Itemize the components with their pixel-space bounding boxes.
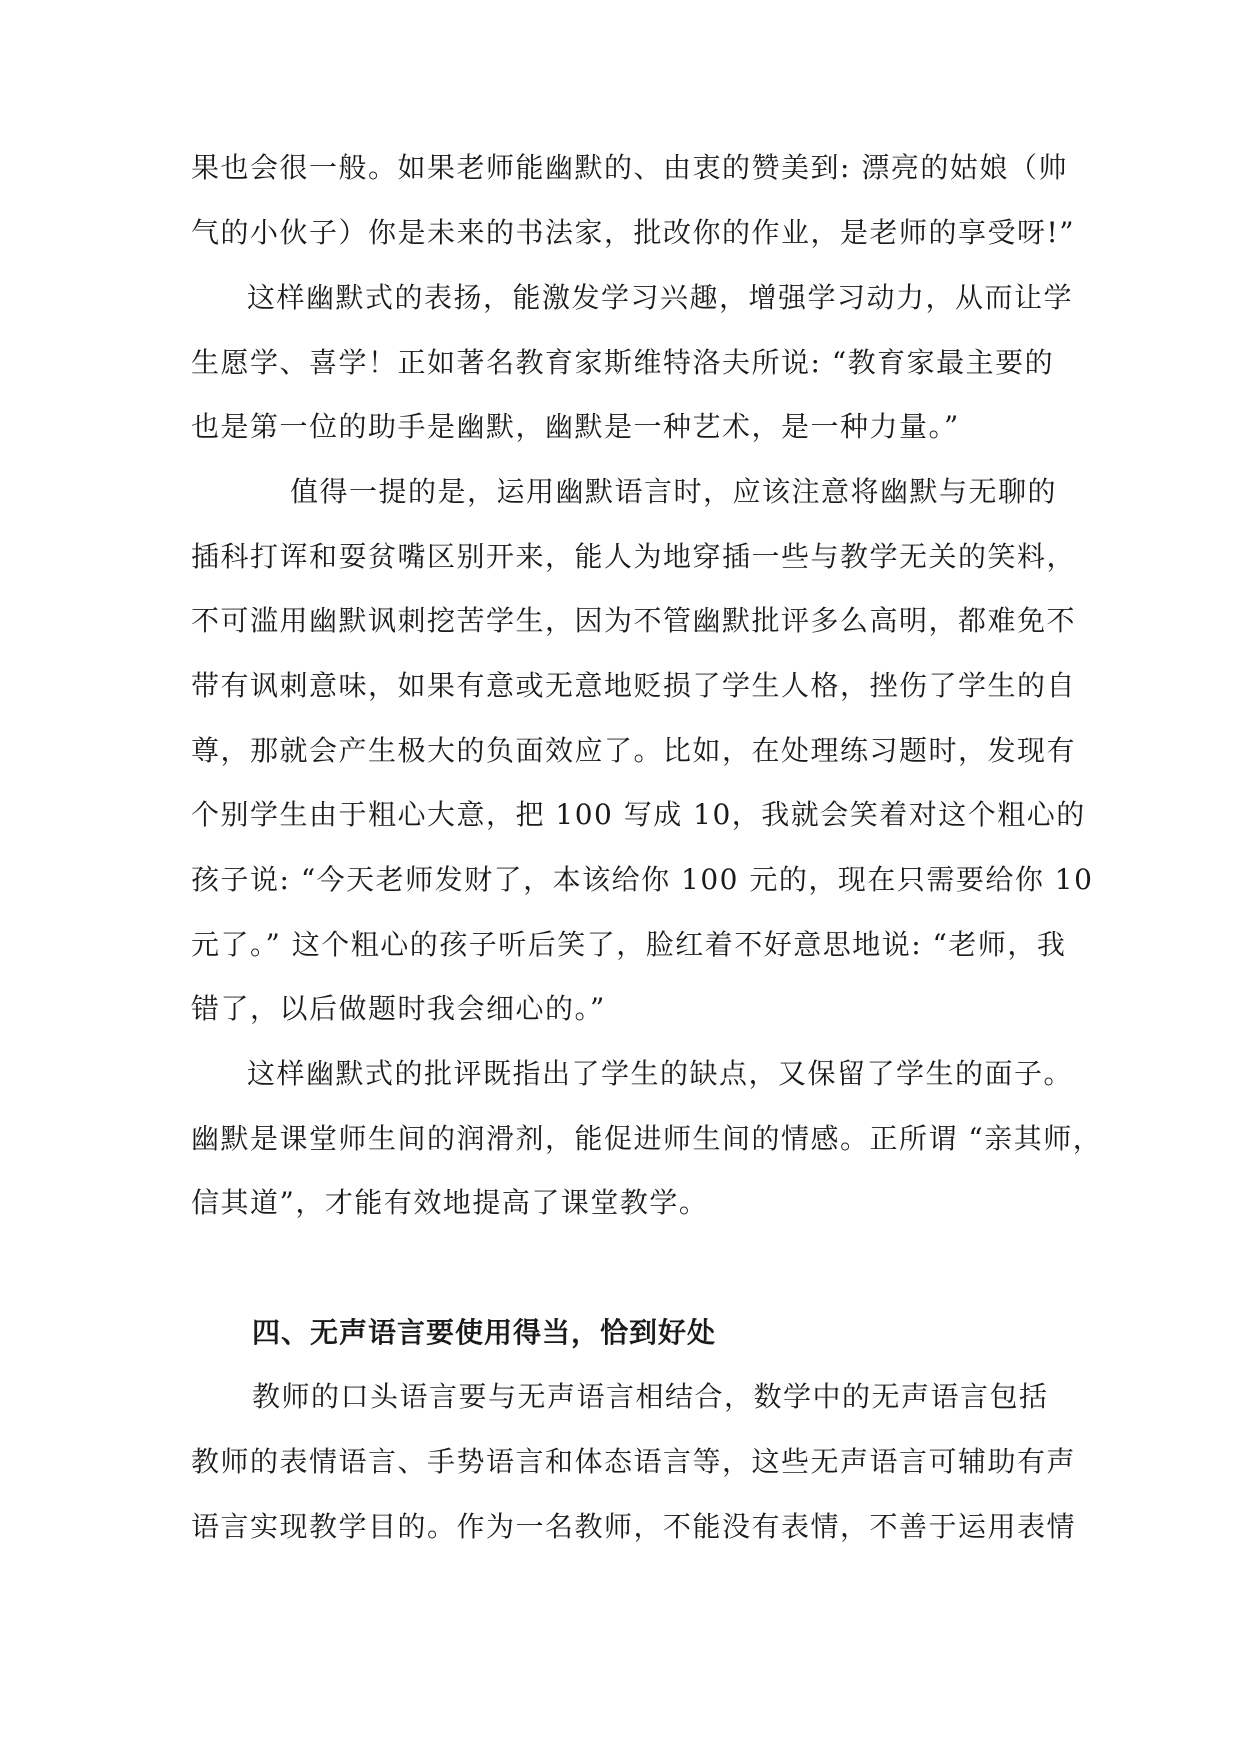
text-line: 也是第一位的助手是幽默，幽默是一种艺术，是一种力量。” (191, 410, 960, 443)
text-line: 值得一提的是，运用幽默语言时，应该注意将幽默与无聊的 (290, 475, 1058, 508)
text-line: 生愿学、喜学！正如著名教育家斯维特洛夫所说: “教育家最主要的 (191, 346, 1055, 379)
section-heading: 四、无声语言要使用得当，恰到好处 (252, 1316, 717, 1349)
text-line: 错了，以后做题时我会细心的。” (191, 992, 606, 1025)
text-line: 元了。” 这个粗心的孩子听后笑了，脸红着不好意思地说: “老师，我 (191, 928, 1067, 961)
text-line: 果也会很一般。如果老师能幽默的、由衷的赞美到: 漂亮的姑娘（帅 (191, 151, 1068, 184)
text-line: 个别学生由于粗心大意，把 100 写成 10，我就会笑着对这个粗心的 (191, 798, 1086, 831)
text-line: 教师的表情语言、手势语言和体态语言等，这些无声语言可辅助有声 (191, 1445, 1077, 1478)
text-line: 信其道”，才能有效地提高了课堂教学。 (191, 1186, 709, 1219)
text-line: 语言实现教学目的。作为一名教师，不能没有表情，不善于运用表情 (191, 1510, 1077, 1543)
text-line: 这样幽默式的表扬，能激发学习兴趣，增强学习动力，从而让学 (247, 281, 1074, 314)
text-line: 尊，那就会产生极大的负面效应了。比如，在处理练习题时，发现有 (191, 734, 1077, 767)
text-line: 带有讽刺意味，如果有意或无意地贬损了学生人格，挫伤了学生的自 (191, 669, 1077, 702)
text-line: 插科打诨和耍贫嘴区别开来，能人为地穿插一些与教学无关的笑料， (191, 540, 1077, 573)
text-line: 不可滥用幽默讽刺挖苦学生，因为不管幽默批评多么高明，都难免不 (191, 604, 1077, 637)
text-line: 幽默是课堂师生间的润滑剂，能促进师生间的情感。正所谓 “亲其师， (191, 1122, 1103, 1155)
text-line: 这样幽默式的批评既指出了学生的缺点，又保留了学生的面子。 (247, 1057, 1074, 1090)
text-line: 气的小伙子）你是未来的书法家，批改你的作业，是老师的享受呀!” (191, 216, 1076, 249)
text-line: 孩子说: “今天老师发财了，本该给你 100 元的，现在只需要给你 10 (191, 863, 1094, 896)
text-line: 教师的口头语言要与无声语言相结合，数学中的无声语言包括 (252, 1380, 1049, 1413)
